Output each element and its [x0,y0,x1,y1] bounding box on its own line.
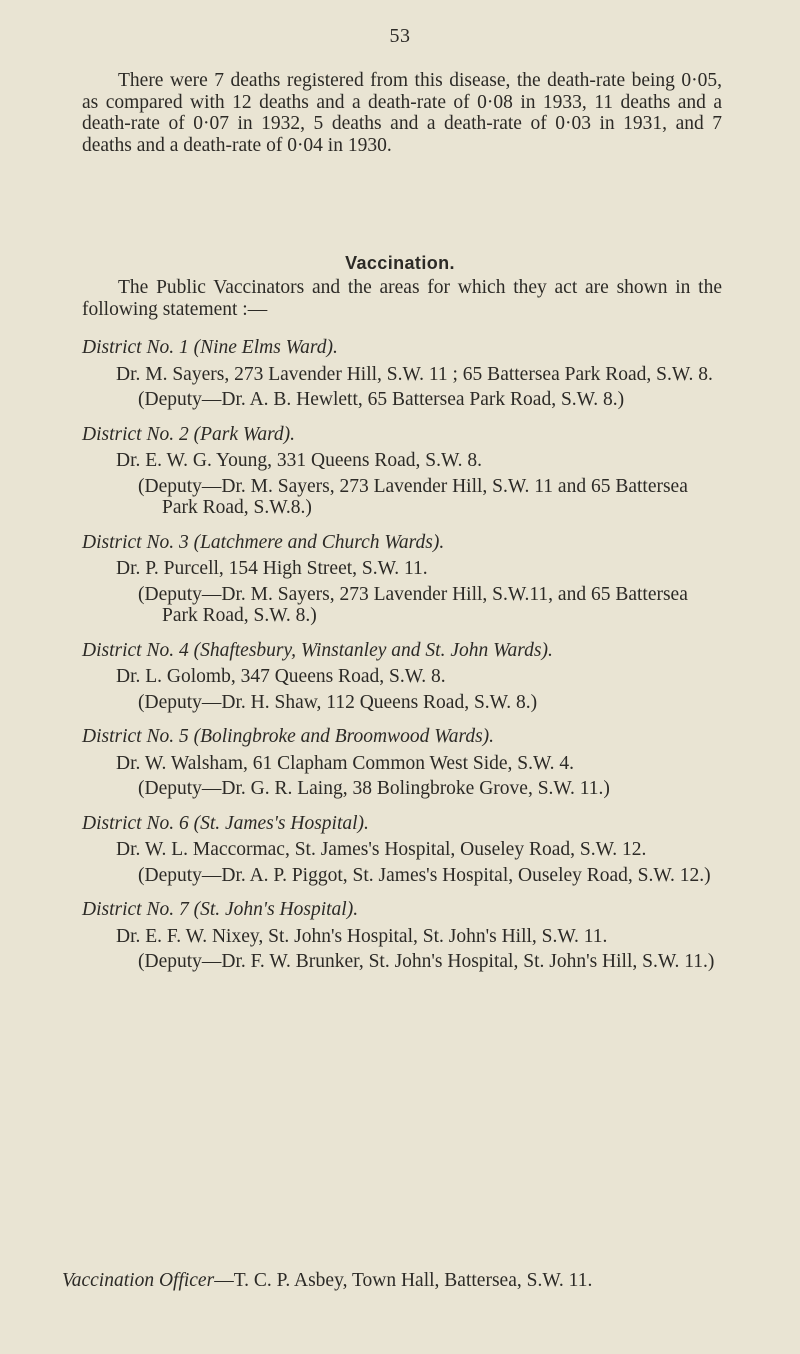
public-vaccinator: Dr. E. F. W. Nixey, St. John's Hospital, St. John's Hill, S.W. 11. [116,925,608,947]
district-title: District No. 6 (St. James's Hospital). [82,812,369,834]
district-entry [82,424,722,519]
public-vaccinator: Dr. P. Purcell, 154 High Street, S.W. 11. [116,558,428,579]
vaccination-officer-line [62,1270,752,1292]
public-vaccinator: Dr. W. L. Maccormac, St. James's Hospital, Ouseley Road, S.W. 12. [116,839,647,860]
public-vaccinator: Dr. W. Walsham, 61 Clapham Common West Side, S.W. 4. [116,752,575,774]
district-entry [82,337,722,411]
district-title: District No. 4 (Shaftesbury, Winstanley and St. John Wards). [82,639,553,661]
district-title: District No. 1 (Nine Elms Ward). [82,337,338,358]
district-title: District No. 5 (Bolingbroke and Broomwood Wards). [82,726,495,747]
vaccination-officer-details: —T. C. P. Asbey, Town Hall, Battersea, S.W. 11. [214,1270,593,1291]
deputy-vaccinator: (Deputy—Dr. F. W. Brunker, St. John's Hospital, St. John's Hill, S.W. 11.) [138,951,715,972]
vaccination-officer-label: Vaccination Officer [62,1270,215,1291]
deputy-vaccinator: (Deputy—Dr. G. R. Laing, 38 Bolingbroke Grove, S.W. 11.) [138,778,610,799]
district-entry [82,726,722,800]
deputy-vaccinator: (Deputy—Dr. M. Sayers, 273 Lavender Hill, S.W.11, and 65 Battersea Park Road, S.W. 8.) [138,583,688,626]
public-vaccinator: Dr. E. W. G. Young, 331 Queens Road, S.W. 8. [116,450,483,471]
district-list [82,337,722,986]
district-entry [82,532,722,627]
district-entry [82,813,722,887]
district-title: District No. 3 (Latchmere and Church Wards). [82,531,445,553]
public-vaccinator: Dr. M. Sayers, 273 Lavender Hill, S.W. 11 ; 65 Battersea Park Road, S.W. 8. [116,363,713,385]
public-vaccinator: Dr. L. Golomb, 347 Queens Road, S.W. 8. [116,666,446,687]
death-rate-paragraph: There were 7 deaths registered from this disease, the death-rate being 0·05, as compared with 12 deaths and a death-rate of 0·08 in 1933, 11 deaths and a death-rate of 0·07 in 1932, 5 deaths and a death-rate of 0·03 in 1931, and 7 deaths and a death-rate of 0·04 in 1930. [82,70,722,156]
deputy-vaccinator: (Deputy—Dr. A. P. Piggot, St. James's Hospital, Ouseley Road, S.W. 12.) [138,864,711,886]
vaccinators-lead-paragraph: The Public Vaccinators and the areas for which they act are shown in the following statement :— [82,277,722,320]
page-number: 53 [389,25,411,47]
deputy-vaccinator: (Deputy—Dr. H. Shaw, 112 Queens Road, S.W. 8.) [138,691,538,713]
district-title: District No. 2 (Park Ward). [82,423,296,445]
section-heading-vaccination: Vaccination. [345,253,455,273]
district-title: District No. 7 (St. John's Hospital). [82,899,359,920]
deputy-vaccinator: (Deputy—Dr. A. B. Hewlett, 65 Battersea Park Road, S.W. 8.) [138,389,625,410]
district-entry [82,899,722,973]
deputy-vaccinator: (Deputy—Dr. M. Sayers, 273 Lavender Hill, S.W. 11 and 65 Battersea Park Road, S.W.8.) [138,475,688,518]
district-entry [82,640,722,714]
